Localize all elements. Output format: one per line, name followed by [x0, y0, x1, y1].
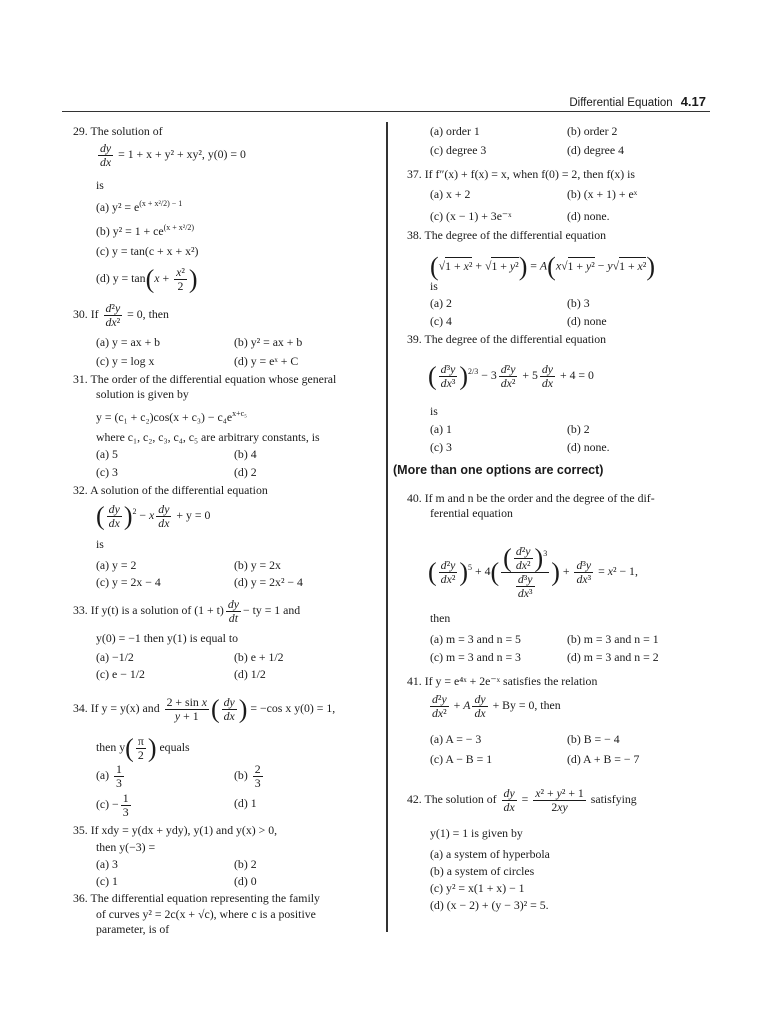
- q34-option-b: (b) $\frac{2}{3}$: [234, 762, 261, 790]
- header-title: Differential Equation: [569, 97, 673, 109]
- q30-stem: 30. If $\frac{\text{d²y}}{\text{dx²}}$ = 0, then: [73, 301, 169, 329]
- q34-then: then y( $\frac{\pi}{2}$ ) equals: [96, 733, 190, 763]
- q36-option-b: (b) order 2: [567, 124, 618, 138]
- q34-option-c: (c) − $\frac{1}{3}$: [96, 791, 129, 819]
- q32-option-c: (c) y = 2x − 4: [96, 575, 161, 589]
- q35-line2: then y(−3) =: [96, 840, 156, 854]
- q31-option-a: (a) 5: [96, 447, 118, 461]
- q38-equation: (√1 + x² + √1 + y²) = A(x√1 + y² − y√1 + x²): [430, 252, 656, 281]
- q36-option-a: (a) order 1: [430, 124, 480, 138]
- q31-option-d: (d) 2: [234, 465, 257, 479]
- q34-option-d: (d) 1: [234, 796, 257, 810]
- q34-option-a: (a) $\frac{1}{3}$: [96, 762, 122, 790]
- q40-option-d: (d) m = 3 and n = 2: [567, 650, 659, 664]
- q38-is: is: [430, 279, 438, 293]
- q32-option-d: (d) y = 2x² − 4: [234, 575, 303, 589]
- q37-option-d: (d) none.: [567, 209, 610, 223]
- q41-option-d: (d) A + B = − 7: [567, 752, 640, 766]
- q40-then: then: [430, 611, 451, 625]
- q36-line2: of curves y² = 2c(x + √c), where c is a positive: [96, 907, 316, 921]
- q37-option-a: (a) x + 2: [430, 187, 471, 201]
- q31-where: where c₁, c₂, c₃, c₄, c₅ are arbitrary constants, is: [96, 430, 320, 444]
- page-header: [569, 94, 706, 109]
- q29-option-a: (a) $y^2 = e^{(x + x^2/2) - 1}$: [96, 199, 183, 214]
- q32-option-b: (b) y = 2x: [234, 558, 281, 572]
- q36-option-c: (c) degree 3: [430, 143, 487, 157]
- q33-option-c: (c) e − 1/2: [96, 667, 145, 681]
- q36-option-d: (d) degree 4: [567, 143, 624, 157]
- q38-option-a: (a) 2: [430, 296, 452, 310]
- q29-stem: 29. The solution of: [73, 124, 163, 138]
- q42-option-c: (c) y² = x(1 + x) − 1: [430, 881, 525, 895]
- q33-line2: y(0) = −1 then y(1) is equal to: [96, 631, 239, 645]
- q33-option-d: (d) 1/2: [234, 667, 266, 681]
- q39-option-c: (c) 3: [430, 440, 452, 454]
- q42-stem: 42. The solution of $\frac{dy}{dx}$ = $\frac{\text{x² + y² + 1}}{2xy}$ satisfying: [407, 786, 637, 814]
- q40-equation: ( $\frac{\text{d²y}}{\text{dx²}}$ )$^5$ + 4( ( $\frac{\text{d²y}}{\text{dx²}}$ )$^3$ $\frac{\text{d³y}}{\text{dx³}}$ ) + $\frac{\text{d³y}}{\text{dx³}}$ = x² − 1,: [428, 543, 638, 600]
- q42-line2: y(1) = 1 is given by: [430, 826, 523, 840]
- q39-option-d: (d) none.: [567, 440, 610, 454]
- q41-stem: 41. If y = e⁴ˣ + 2e⁻ˣ satisfies the relation: [407, 674, 598, 688]
- q36-line3: parameter, is of: [96, 922, 170, 936]
- q32-stem: 32. A solution of the differential equation: [73, 483, 268, 497]
- q29-is: is: [96, 178, 104, 192]
- q42-option-b: (b) a system of circles: [430, 864, 535, 878]
- q40-line1: 40. If m and n be the order and the degree of the dif-: [407, 491, 655, 505]
- q31-line1: 31. The order of the differential equation whose general: [73, 372, 337, 386]
- column-divider: [386, 122, 388, 932]
- header-rule: [62, 111, 710, 112]
- q33-option-a: (a) −1/2: [96, 650, 134, 664]
- q31-equation: $y = (c_1 + c_2)\cos(x + c_3) - c_4e^{x+c_5}$: [96, 409, 247, 424]
- q32-is: is: [96, 537, 104, 551]
- q35-option-d: (d) 0: [234, 874, 257, 888]
- q30-option-b: (b) y² = ax + b: [234, 335, 303, 349]
- q33-stem: 33. If y(t) is a solution of (1 + t) $\frac{dy}{dt}$ − ty = 1 and: [73, 597, 301, 625]
- q31-option-c: (c) 3: [96, 465, 118, 479]
- q40-line2: ferential equation: [430, 506, 513, 520]
- q36-line1: 36. The differential equation representing the family: [73, 891, 320, 905]
- q30-option-c: (c) y = log x: [96, 354, 155, 368]
- q33-option-b: (b) e + 1/2: [234, 650, 284, 664]
- q38-option-c: (c) 4: [430, 314, 452, 328]
- q35-option-b: (b) 2: [234, 857, 257, 871]
- q32-equation: ( $\frac{dy}{dx}$ )$^2$ − x $\frac{dy}{dx}$ + y = 0: [96, 501, 211, 531]
- q40-option-c: (c) m = 3 and n = 3: [430, 650, 521, 664]
- q31-line2: solution is given by: [96, 387, 189, 401]
- q31-option-b: (b) 4: [234, 447, 257, 461]
- q41-equation: $\frac{\text{d²y}}{\text{dx²}}$ + A $\frac{dy}{dx}$ + By = 0, then: [432, 692, 561, 720]
- q39-option-a: (a) 1: [430, 422, 452, 436]
- q39-stem: 39. The degree of the differential equation: [407, 332, 607, 346]
- q35-option-a: (a) 3: [96, 857, 118, 871]
- q35-line1: 35. If xdy = y(dx + ydy), y(1) and y(x) > 0,: [73, 823, 278, 837]
- q40-option-a: (a) m = 3 and n = 5: [430, 632, 521, 646]
- q37-option-b: (b) (x + 1) + eˣ: [567, 187, 638, 201]
- q42-option-d: (d) (x − 2) + (y − 3)² = 5.: [430, 898, 549, 912]
- q37-option-c: (c) (x − 1) + 3e⁻ˣ: [430, 209, 512, 223]
- q29-option-b: (b) $y^2 = 1 + ce^{(x + x^2/2)}$: [96, 223, 195, 238]
- q29-option-d: (d) y = tan(x + $\frac{\text{x²}}{2}$ ): [96, 264, 198, 294]
- q34-stem: 34. If y = y(x) and $\frac{\text{2 + sin x}}{y + 1}$ ( $\frac{dy}{dx}$ ) = −cos x y(0) = 1,: [73, 694, 336, 724]
- page-number: 4.17: [680, 94, 706, 109]
- q42-option-a: (a) a system of hyperbola: [430, 847, 550, 861]
- q38-option-d: (d) none: [567, 314, 607, 328]
- q41-option-c: (c) A − B = 1: [430, 752, 493, 766]
- section-heading: (More than one options are correct): [393, 463, 604, 477]
- q41-option-b: (b) B = − 4: [567, 732, 620, 746]
- q32-option-a: (a) y = 2: [96, 558, 137, 572]
- q30-option-a: (a) y = ax + b: [96, 335, 161, 349]
- q39-option-b: (b) 2: [567, 422, 590, 436]
- q35-option-c: (c) 1: [96, 874, 118, 888]
- q41-option-a: (a) A = − 3: [430, 732, 482, 746]
- q40-option-b: (b) m = 3 and n = 1: [567, 632, 659, 646]
- q29-equation: $\frac{dy}{dx}$ = 1 + x + y² + xy², y(0) = 0: [100, 141, 246, 169]
- q37-stem: 37. If f″(x) + f(x) = x, when f(0) = 2, then f(x) is: [407, 167, 635, 181]
- q38-option-b: (b) 3: [567, 296, 590, 310]
- q39-equation: ( $\frac{\text{d³y}}{\text{dx³}}$ )$^{2/3}$ − 3 $\frac{\text{d²y}}{\text{dx²}}$ + 5 $\frac{dy}{dx}$ + 4 = 0: [428, 361, 594, 391]
- q29-option-c: (c) y = tan(c + x + x²): [96, 244, 199, 258]
- q38-stem: 38. The degree of the differential equation: [407, 228, 607, 242]
- q39-is: is: [430, 404, 438, 418]
- q30-option-d: (d) y = eˣ + C: [234, 354, 299, 368]
